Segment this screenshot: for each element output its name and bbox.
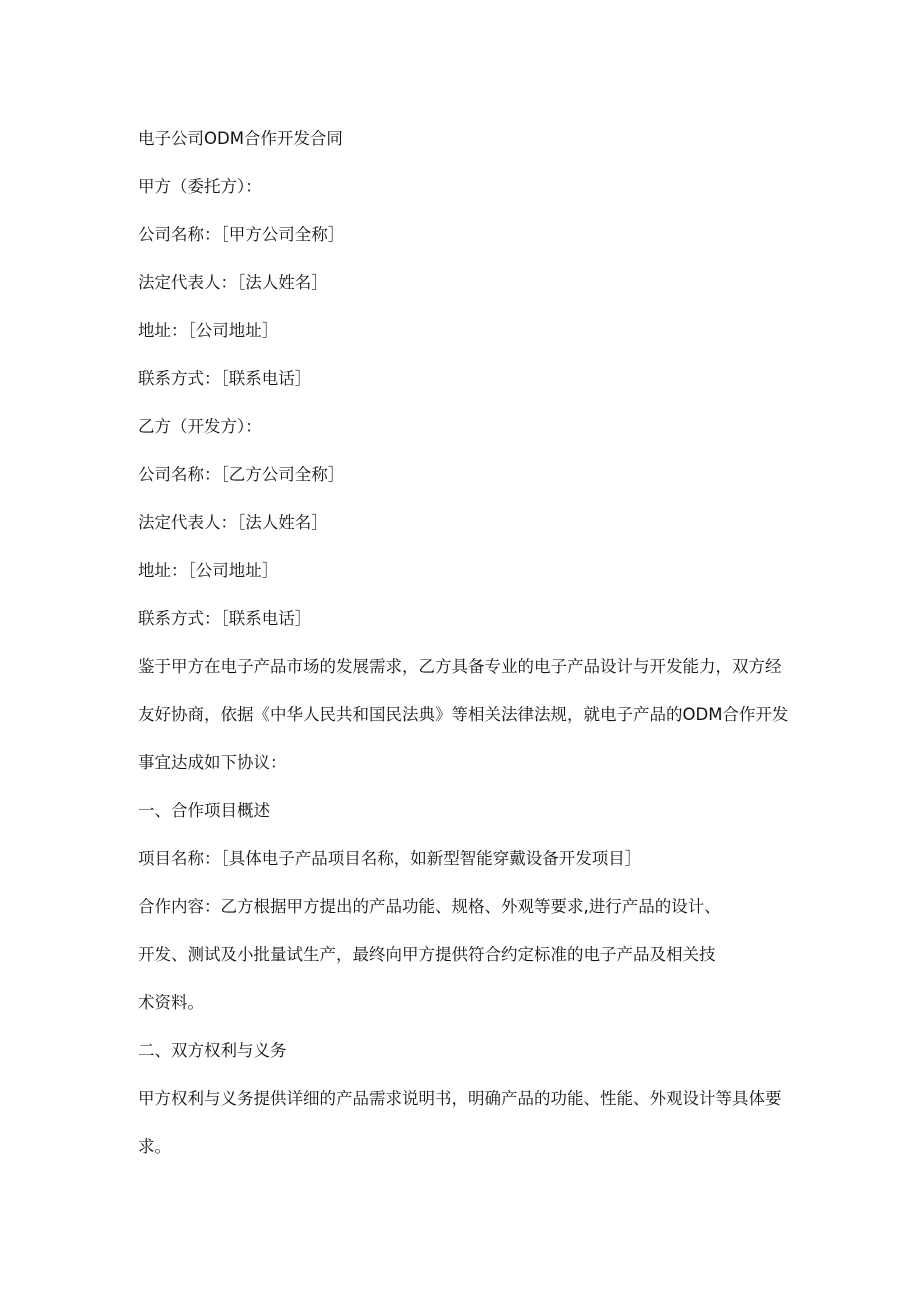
preamble-line: 友好协商，依据《中华人民共和国民法典》等相关法律法规，就电子产品的ODM合作开发 <box>138 705 789 724</box>
party-a-heading: 甲方（委托方）： <box>138 177 262 196</box>
rights-obligations-line: 甲方权利与义务提供详细的产品需求说明书，明确产品的功能、性能、外观设计等具体要 <box>138 1089 782 1108</box>
party-b-legal-rep: 法定代表人：［法人姓名］ <box>138 513 328 532</box>
party-a-address: 地址：［公司地址］ <box>138 321 279 340</box>
party-b-company: 公司名称：［乙方公司全称］ <box>138 465 345 484</box>
contract-title: 电子公司ODM合作开发合同 <box>138 129 343 148</box>
preamble-line: 鉴于甲方在电子产品市场的发展需求，乙方具备专业的电子产品设计与开发能力，双方经 <box>138 657 782 676</box>
rights-obligations-line: 求。 <box>138 1137 171 1156</box>
section-2-heading: 二、双方权利与义务 <box>138 1041 287 1060</box>
party-b-address: 地址：［公司地址］ <box>138 561 279 580</box>
preamble-line: 事宜达成如下协议： <box>138 753 287 772</box>
party-a-legal-rep: 法定代表人：［法人姓名］ <box>138 273 328 292</box>
contract-body <box>138 115 806 1171</box>
party-b-heading: 乙方（开发方）： <box>138 417 262 436</box>
party-a-contact: 联系方式：［联系电话］ <box>138 369 312 388</box>
section-1-heading: 一、合作项目概述 <box>138 801 270 820</box>
party-a-company: 公司名称：［甲方公司全称］ <box>138 225 345 244</box>
project-name-line: 项目名称：［具体电子产品项目名称，如新型智能穿戴设备开发项目］ <box>138 849 642 868</box>
cooperation-content-line: 合作内容：乙方根据甲方提出的产品功能、规格、外观等要求,进行产品的设计、 <box>138 897 721 916</box>
cooperation-content-line: 开发、测试及小批量试生产，最终向甲方提供符合约定标准的电子产品及相关技 <box>138 945 716 964</box>
cooperation-content-line: 术资料。 <box>138 993 204 1012</box>
party-b-contact: 联系方式：［联系电话］ <box>138 609 312 628</box>
